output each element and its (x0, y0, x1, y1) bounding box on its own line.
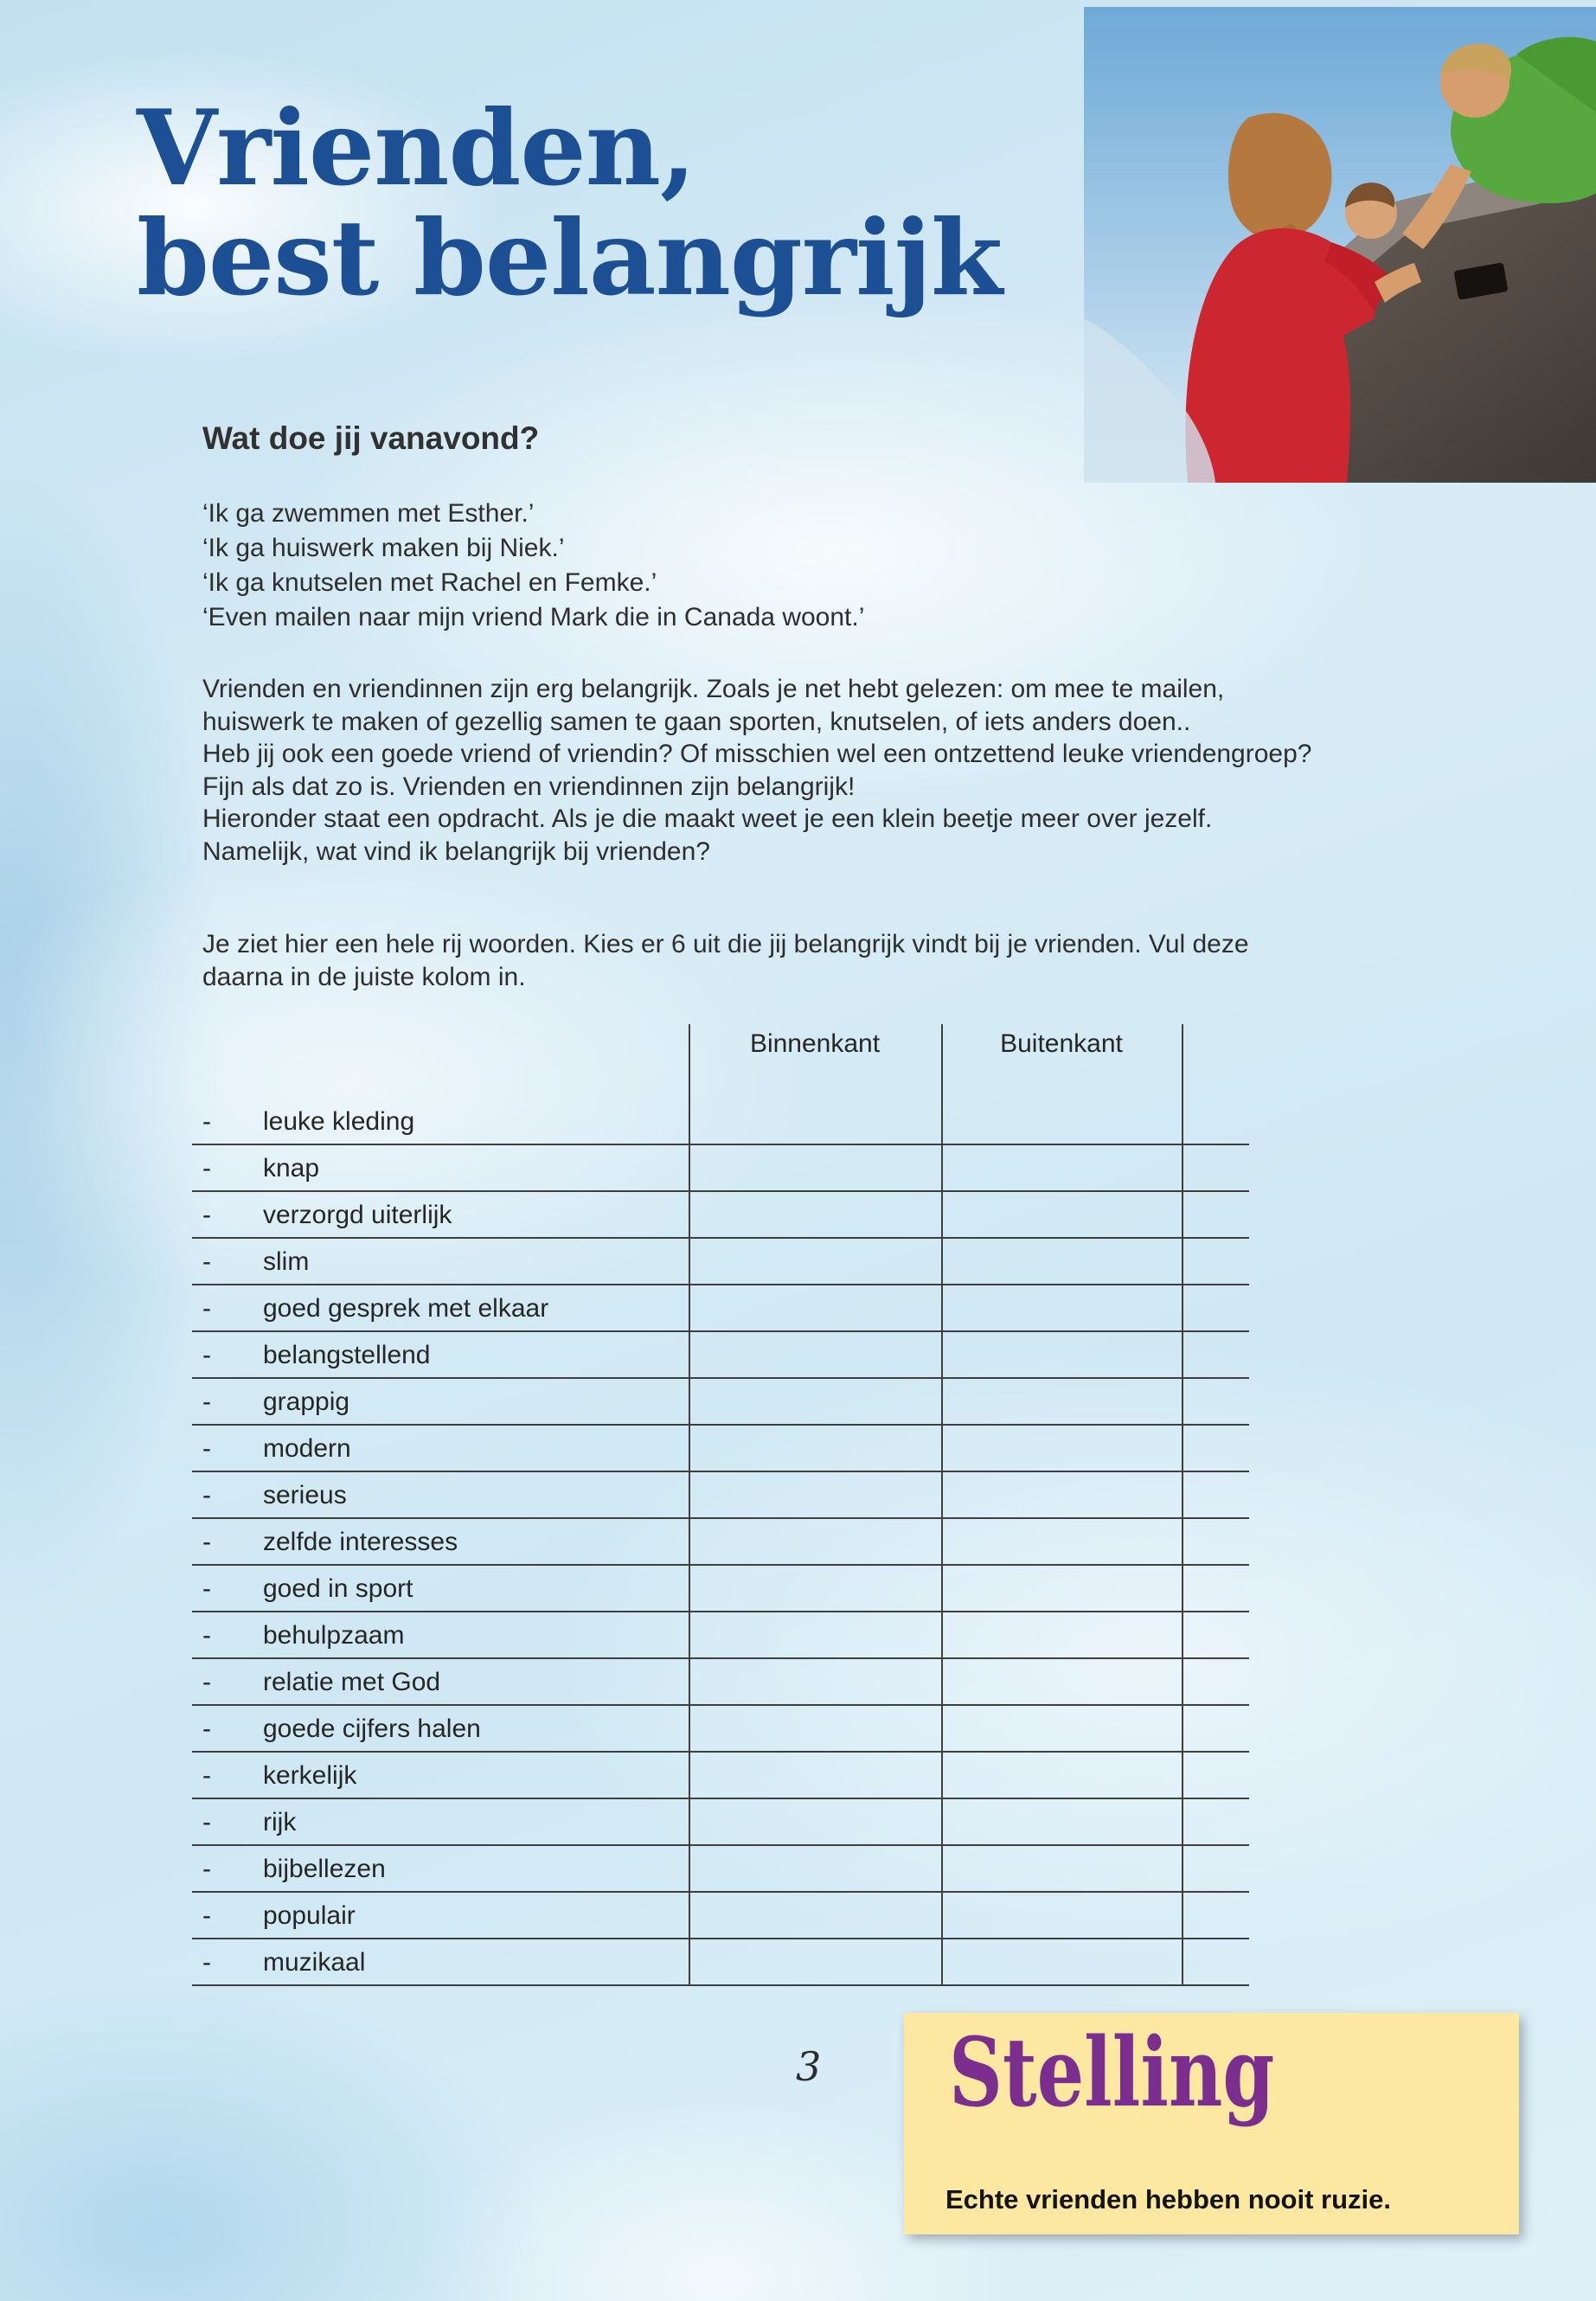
bullet-dash: - (202, 1247, 211, 1276)
column-header-buitenkant: Buitenkant (1000, 1029, 1123, 1058)
bullet-dash: - (202, 1668, 211, 1696)
paragraph-line: Hieronder staat een opdracht. Als je die maakt weet je een klein beetje meer over jezelf. (202, 804, 1213, 833)
table-row (192, 1239, 1249, 1285)
table-row (192, 1285, 1249, 1332)
bullet-dash: - (202, 1621, 211, 1650)
word-label: modern (263, 1434, 351, 1463)
page-title (137, 87, 1003, 319)
paragraph-instruction (202, 928, 1249, 993)
word-label: goed in sport (263, 1574, 413, 1603)
bullet-dash: - (202, 1341, 211, 1369)
table-row (192, 1939, 1249, 1986)
table-row (192, 1519, 1249, 1566)
word-label: slim (263, 1247, 310, 1276)
quote-list (202, 497, 864, 635)
word-table (192, 1099, 1249, 1986)
bullet-dash: - (202, 1294, 211, 1323)
bullet-dash: - (202, 1901, 211, 1930)
paragraph-line: Je ziet hier een hele rij woorden. Kies er 6 uit die jij belangrijk vindt bij je vrienden. Vul deze (202, 930, 1249, 958)
word-label: behulpzaam (263, 1621, 405, 1650)
bullet-dash: - (202, 1948, 211, 1977)
table-row (192, 1659, 1249, 1706)
paragraph-friends (202, 673, 1311, 868)
stelling-box (904, 2013, 1519, 2234)
column-header-binnenkant: Binnenkant (749, 1029, 881, 1058)
paragraph-line: Fijn als dat zo is. Vrienden en vriendinnen zijn belangrijk! (202, 772, 856, 801)
word-label: goede cijfers halen (263, 1715, 481, 1743)
word-label: serieus (263, 1481, 347, 1509)
paragraph-line: daarna in de juiste kolom in. (202, 962, 526, 991)
table-row (192, 1099, 1249, 1145)
photo-illustration (1084, 7, 1596, 483)
table-row (192, 1846, 1249, 1893)
table-row (192, 1192, 1249, 1239)
table-row (192, 1706, 1249, 1753)
word-label: relatie met God (263, 1668, 441, 1696)
word-label: rijk (263, 1808, 297, 1836)
quote-line: ‘Ik ga knutselen met Rachel en Femke.’ (202, 568, 657, 597)
word-label: populair (263, 1901, 356, 1930)
word-label: grappig (263, 1388, 350, 1416)
bullet-dash: - (202, 1528, 211, 1556)
bullet-dash: - (202, 1107, 211, 1136)
paragraph-line: Heb jij ook een goede vriend of vriendin? Of misschien wel een ontzettend leuke vriendengroep? (202, 740, 1312, 768)
word-label: belangstellend (263, 1341, 431, 1369)
bullet-dash: - (202, 1808, 211, 1836)
paragraph-line: huiswerk te maken of gezellig samen te gaan sporten, knutselen, of iets anders doen.. (202, 707, 1191, 736)
bullet-dash: - (202, 1574, 211, 1603)
word-label: goed gesprek met elkaar (263, 1294, 549, 1323)
table-row (192, 1145, 1249, 1192)
quote-line: ‘Ik ga zwemmen met Esther.’ (202, 499, 535, 528)
page-number: 3 (796, 2043, 822, 2090)
section-heading: Wat doe jij vanavond? (202, 420, 540, 456)
word-label: leuke kleding (263, 1107, 415, 1136)
table-row (192, 1332, 1249, 1379)
bullet-dash: - (202, 1154, 211, 1183)
word-label: bijbellezen (263, 1855, 386, 1883)
bullet-dash: - (202, 1388, 211, 1416)
word-label: verzorgd uiterlijk (263, 1201, 452, 1229)
word-label: muzikaal (263, 1948, 366, 1977)
quote-line: ‘Ik ga huiswerk maken bij Niek.’ (202, 534, 565, 562)
bullet-dash: - (202, 1434, 211, 1463)
table-row (192, 1799, 1249, 1846)
page-title-line1: Vrienden, (137, 87, 695, 209)
stelling-title: Stelling (949, 2016, 1275, 2128)
bullet-dash: - (202, 1855, 211, 1883)
table-row (192, 1753, 1249, 1799)
bullet-dash: - (202, 1201, 211, 1229)
quote-line: ‘Even mailen naar mijn vriend Mark die in Canada woont.’ (202, 603, 865, 631)
table-row (192, 1566, 1249, 1612)
stelling-statement: Echte vrienden hebben nooit ruzie. (945, 2184, 1392, 2214)
photo-kids-climbing-wall (1084, 7, 1596, 483)
table-row (192, 1379, 1249, 1426)
table-row (192, 1893, 1249, 1939)
word-label: knap (263, 1154, 320, 1183)
word-label: kerkelijk (263, 1761, 357, 1790)
bullet-dash: - (202, 1481, 211, 1509)
table-row (192, 1426, 1249, 1472)
paragraph-line: Namelijk, wat vind ik belangrijk bij vrienden? (202, 836, 710, 866)
page-title-line2: best belangrijk (137, 197, 1003, 319)
table-row (192, 1612, 1249, 1659)
word-label: zelfde interesses (263, 1528, 458, 1556)
paragraph-line: Vrienden en vriendinnen zijn erg belangrijk. Zoals je net hebt gelezen: om mee te mailen, (202, 675, 1225, 703)
table-row (192, 1472, 1249, 1519)
bullet-dash: - (202, 1761, 211, 1790)
bullet-dash: - (202, 1715, 211, 1743)
